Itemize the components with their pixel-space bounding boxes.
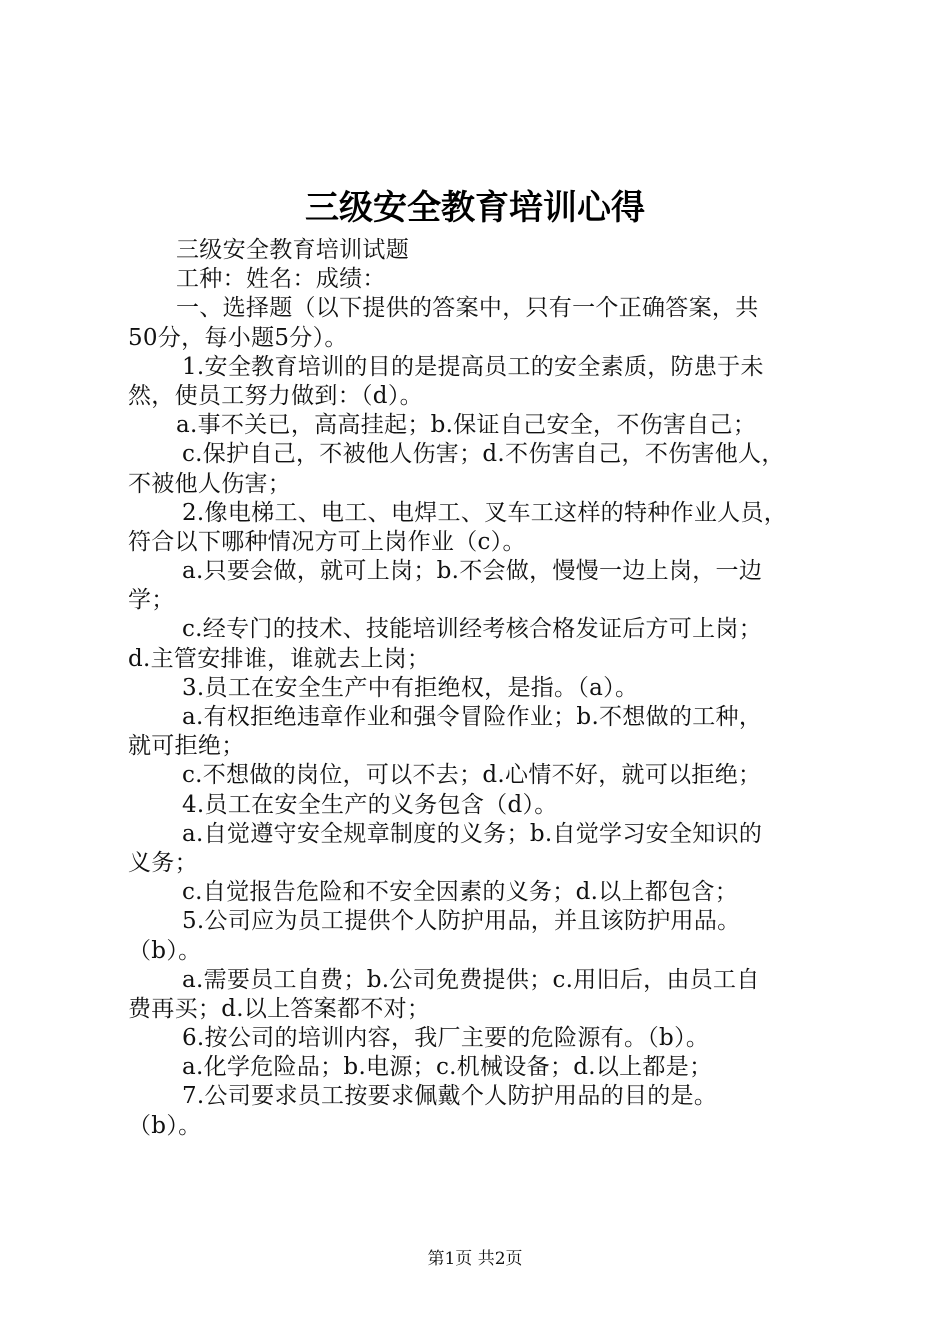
section-heading: 一、选择题（以下提供的答案中，只有一个正确答案，共 [176, 295, 759, 322]
info-line: 工种：姓名：成绩： [176, 266, 386, 293]
question-1-options-cd: c.保护自己，不被他人伤害；d.不伤害自己，不伤害他人， [182, 441, 785, 468]
question-1-options-ab: a.事不关已，高高挂起；b.保证自己安全，不伤害自己； [176, 412, 757, 439]
question-5-options-cont: 费再买；d.以上答案都不对； [128, 995, 431, 1022]
question-1-options-cd-cont: 不被他人伤害； [128, 470, 292, 497]
question-7: 7.公司要求员工按要求佩戴个人防护用品的目的是。 [182, 1083, 718, 1110]
question-3: 3.员工在安全生产中有拒绝权，是指。（a）。 [182, 674, 639, 701]
question-4-options-ab-cont: 义务； [128, 849, 198, 876]
question-3-options-ab: a.有权拒绝违章作业和强令冒险作业；b.不想做的工种， [182, 704, 763, 730]
question-2-options-c: c.经专门的技术、技能培训经考核合格发证后方可上岗； [182, 616, 762, 643]
question-3-options-cd: c.不想做的岗位，可以不去；d.心情不好，就可以拒绝； [182, 762, 762, 789]
question-2-options-ab: a.只要会做，就可上岗；b.不会做，慢慢一边上岗，一边 [182, 558, 763, 585]
document-body [128, 236, 834, 1141]
question-4-options-cd: c.自觉报告危险和不安全因素的义务；d.以上都包含； [182, 879, 739, 906]
section-heading-cont: 50分，每小题5分）。 [128, 324, 348, 351]
question-2: 2.像电梯工、电工、电焊工、叉车工这样的特种作业人员， [182, 499, 788, 526]
question-7-cont: （b）。 [128, 1112, 202, 1139]
question-5-options: a.需要员工自费；b.公司免费提供；c.用旧后，由员工自 [182, 966, 760, 993]
question-1: 1.安全教育培训的目的是提高员工的安全素质，防患于未 [182, 353, 764, 380]
question-2-cont: 符合以下哪种情况方可上岗作业（c）。 [128, 528, 526, 555]
document-title: 三级安全教育培训心得 [305, 188, 645, 228]
subtitle: 三级安全教育培训试题 [176, 237, 409, 263]
question-6-options: a.化学危险品；b.电源；c.机械设备；d.以上都是； [182, 1054, 713, 1081]
question-4: 4.员工在安全生产的义务包含（d）。 [182, 791, 558, 818]
question-4-options-ab: a.自觉遵守安全规章制度的义务；b.自觉学习安全知识的 [182, 820, 763, 847]
question-3-options-ab-cont: 就可拒绝； [128, 733, 245, 760]
question-2-options-d: d.主管安排谁，谁就去上岗； [128, 645, 431, 672]
question-1-cont: 然，使员工努力做到：（d）。 [128, 382, 423, 409]
question-5: 5.公司应为员工提供个人防护用品，并且该防护用品。 [182, 908, 741, 935]
page-footer: 第1页 共2页 [427, 1249, 523, 1269]
question-5-cont: （b）。 [128, 937, 202, 964]
question-6: 6.按公司的培训内容，我厂主要的危险源有。（b）。 [182, 1025, 710, 1052]
question-2-options-ab-cont: 学； [128, 587, 175, 614]
